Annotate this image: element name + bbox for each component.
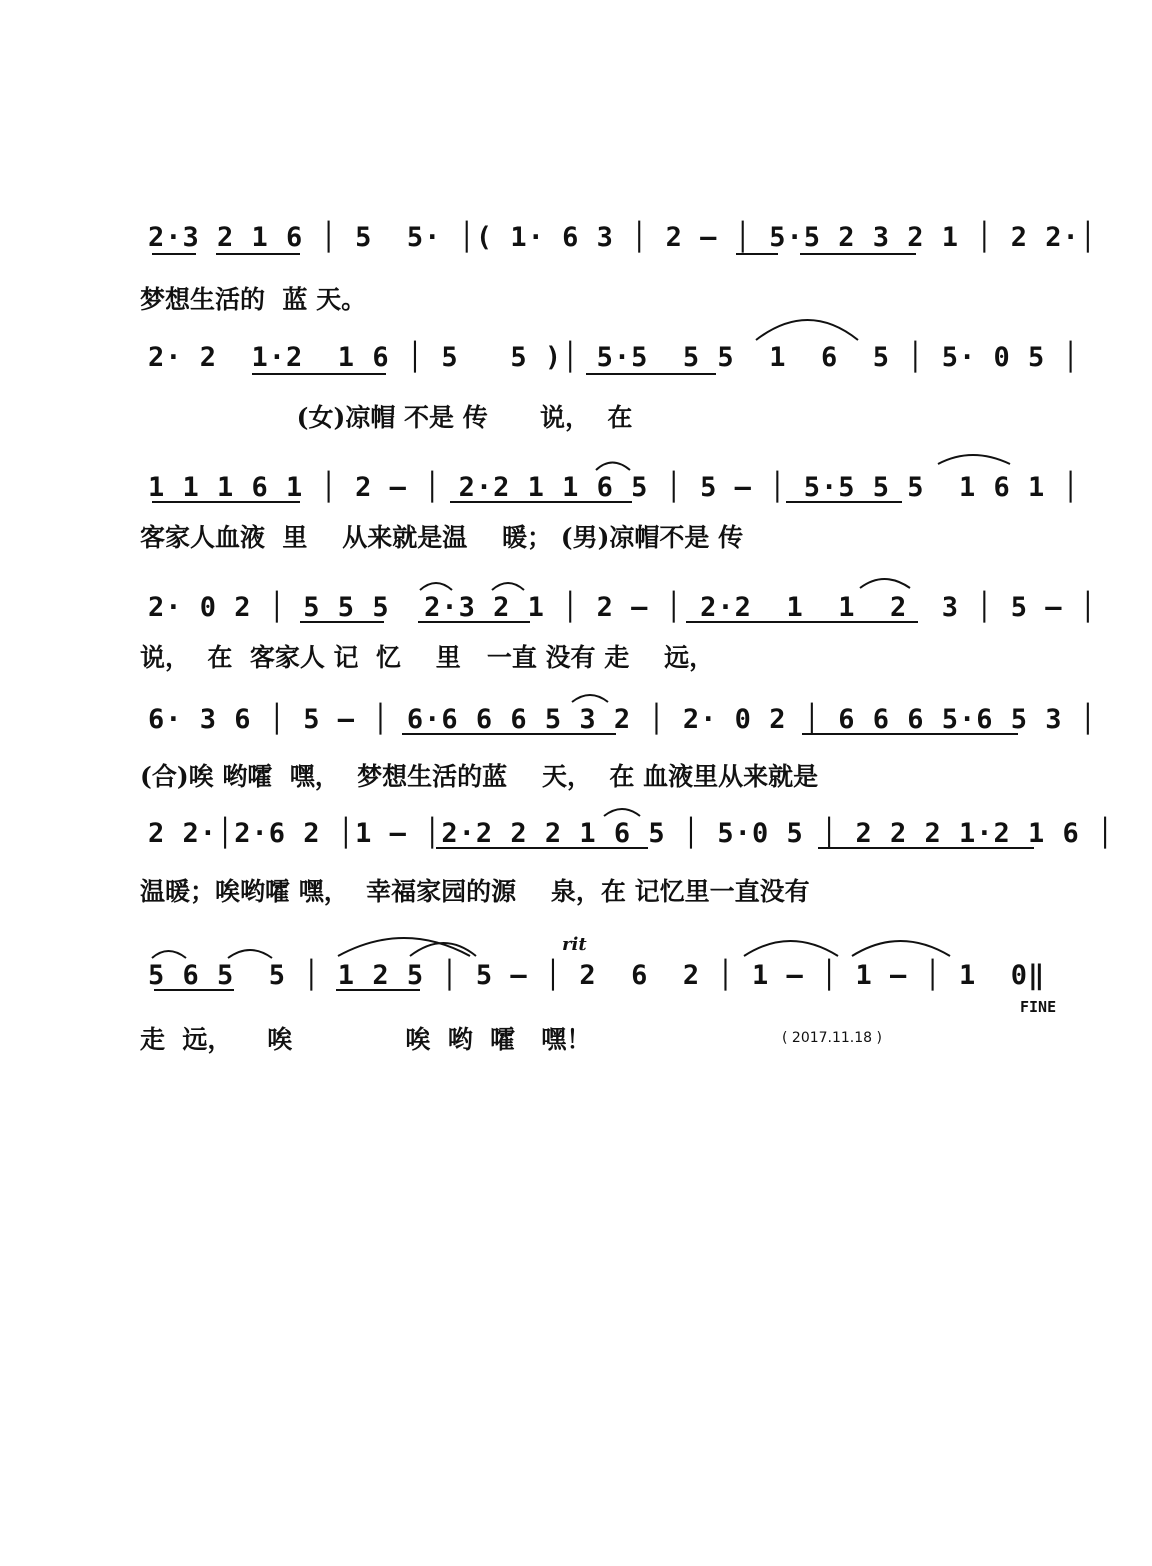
lyrics-row-7: 走 远， 唉 唉 哟 嚯 嘿！ [140,1025,592,1054]
lyrics-row-5: (合)唉 哟嚯 嘿， 梦想生活的蓝 天， 在 血液里从来就是 [140,762,819,791]
notation-row-5: 6· 3 6 │ 5 – │ 6·6 6 6 5 3 2 │ 2· 0 2 │ 6 6 6 5·6 5 3 │ [148,704,1098,735]
lyrics-row-1: 梦想生活的 蓝 天。 [140,285,367,314]
lyrics-row-2: (女)凉帽 不是 传 说， 在 [140,403,633,432]
lyrics-row-6: 温暖；唉哟嚯 嘿， 幸福家园的源 泉，在 记忆里一直没有 [140,877,810,906]
date-stamp: ( 2017.11.18 ) [782,1030,882,1046]
slur-tie [938,455,1010,464]
fine-mark: FINE [1020,998,1057,1016]
notation-row-3: 1 1 1 6 1 │ 2 – │ 2·2 1 1 6 5 │ 5 – │ 5·5 5 5 1 6 1 │ [148,472,1080,503]
notation-row-1: 2·3 2 1 6 │ 5 5· │( 1· 6 3 │ 2 – │ 5·5 2 3 2 1 │ 2 2·│ [148,222,1098,253]
notation-row-2: 2· 2 1·2 1 6 │ 5 5 )│ 5·5 5 5 1 6 5 │ 5· 0 5 │ [148,342,1080,373]
ritardando-mark: rit [562,934,587,955]
notation-row-6: 2 2·│2·6 2 │1 – │2·2 2 2 1 6 5 │ 5·0 5 │ 2 2 2 1·2 1 6 │ [148,818,1115,849]
lyrics-row-3: 客家人血液 里 从来就是温 暖； (男)凉帽不是 传 [140,523,744,552]
notation-row-4: 2· 0 2 │ 5 5 5 2·3 2 1 │ 2 – │ 2·2 1 1 2 3 │ 5 – │ [148,592,1098,623]
lyrics-row-4: 说， 在 客家人 记 忆 里 一直 没有 走 远， [140,643,715,672]
notation-row-7: 5 6 5 5 │ 1 2 5 │ 5 – │ 2 6 2 │ 1 – │ 1 – │ 1 0‖ [148,960,1046,991]
